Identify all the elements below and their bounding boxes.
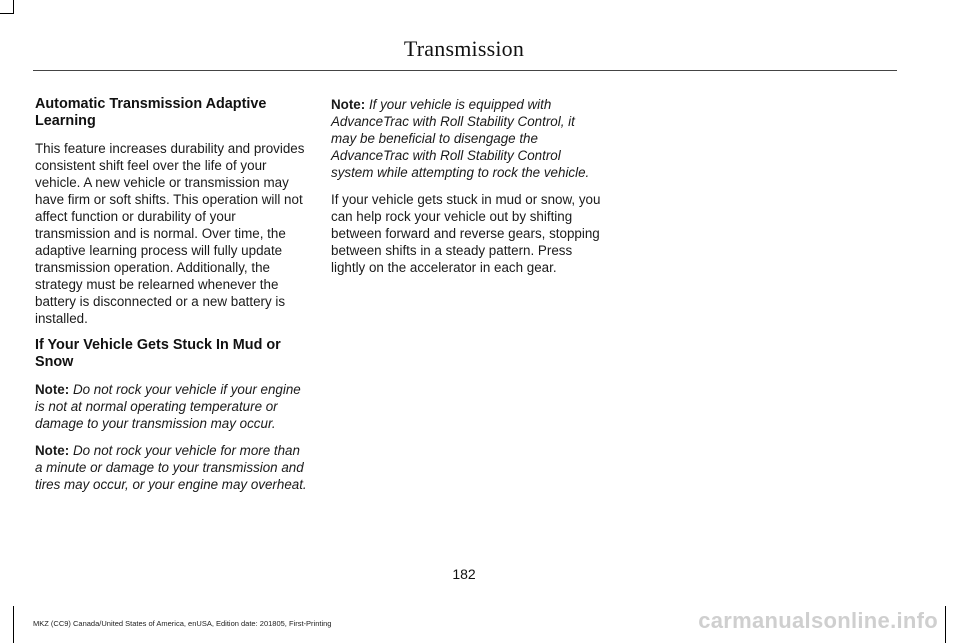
- rocking-instructions-paragraph: If your vehicle gets stuck in mud or snow, you can help rock your vehicle out by shifting between forward and reverse gears, stopping between shifts in a steady pattern. Press lightly on the accelerator in each gear.: [331, 192, 601, 275]
- crop-mark-top-left-h: [0, 13, 14, 14]
- crop-mark-top-left-v: [13, 0, 14, 14]
- note-label: Note:: [331, 97, 366, 112]
- crop-mark-bottom-right-v: [945, 606, 946, 643]
- note-text: Do not rock your vehicle for more than a minute or damage to your transmission and tires may occur, or your engine may overheat.: [35, 443, 307, 492]
- note-label: Note:: [35, 382, 70, 397]
- header-rule: [33, 70, 897, 71]
- right-column: [331, 96, 603, 286]
- crop-mark-bottom-left-v: [13, 606, 14, 643]
- adaptive-learning-paragraph: This feature increases durability and provides consistent shift feel over the life of your vehicle. A new vehicle or transmission may have firm or soft shifts. This operation will not affect function or durability of your transmission and is normal. Over time, the adaptive learning process will fully update transmission operation. Additionally, the strategy must be relearned whenever the battery is disconnected or a new battery is installed.: [35, 141, 305, 326]
- note-text: Do not rock your vehicle if your engine is not at normal operating temperature or damage to your transmission may occur.: [35, 382, 301, 431]
- note-text: If your vehicle is equipped with AdvanceTrac with Roll Stability Control, it may be beneficial to disengage the AdvanceTrac with Roll Stability Control system while attempting to rock the vehicle.: [331, 97, 590, 180]
- note-label: Note:: [35, 443, 70, 458]
- page-title: Transmission: [403, 36, 525, 61]
- page-number: 182: [452, 566, 476, 582]
- note-rock-duration: [35, 442, 307, 493]
- footer-edition-text: MKZ (CC9) Canada/United States of America, enUSA, Edition date: 201805, First-Printing: [33, 619, 332, 628]
- left-column: [35, 96, 307, 503]
- note-advancetrac: [331, 96, 603, 181]
- section-heading-adaptive-learning: Automatic Transmission Adaptive Learning: [35, 96, 267, 129]
- watermark: carmanualsonline.info: [698, 608, 938, 633]
- section-heading-stuck-mud-snow: If Your Vehicle Gets Stuck In Mud or Snow: [35, 337, 281, 370]
- note-rock-temperature: [35, 381, 307, 432]
